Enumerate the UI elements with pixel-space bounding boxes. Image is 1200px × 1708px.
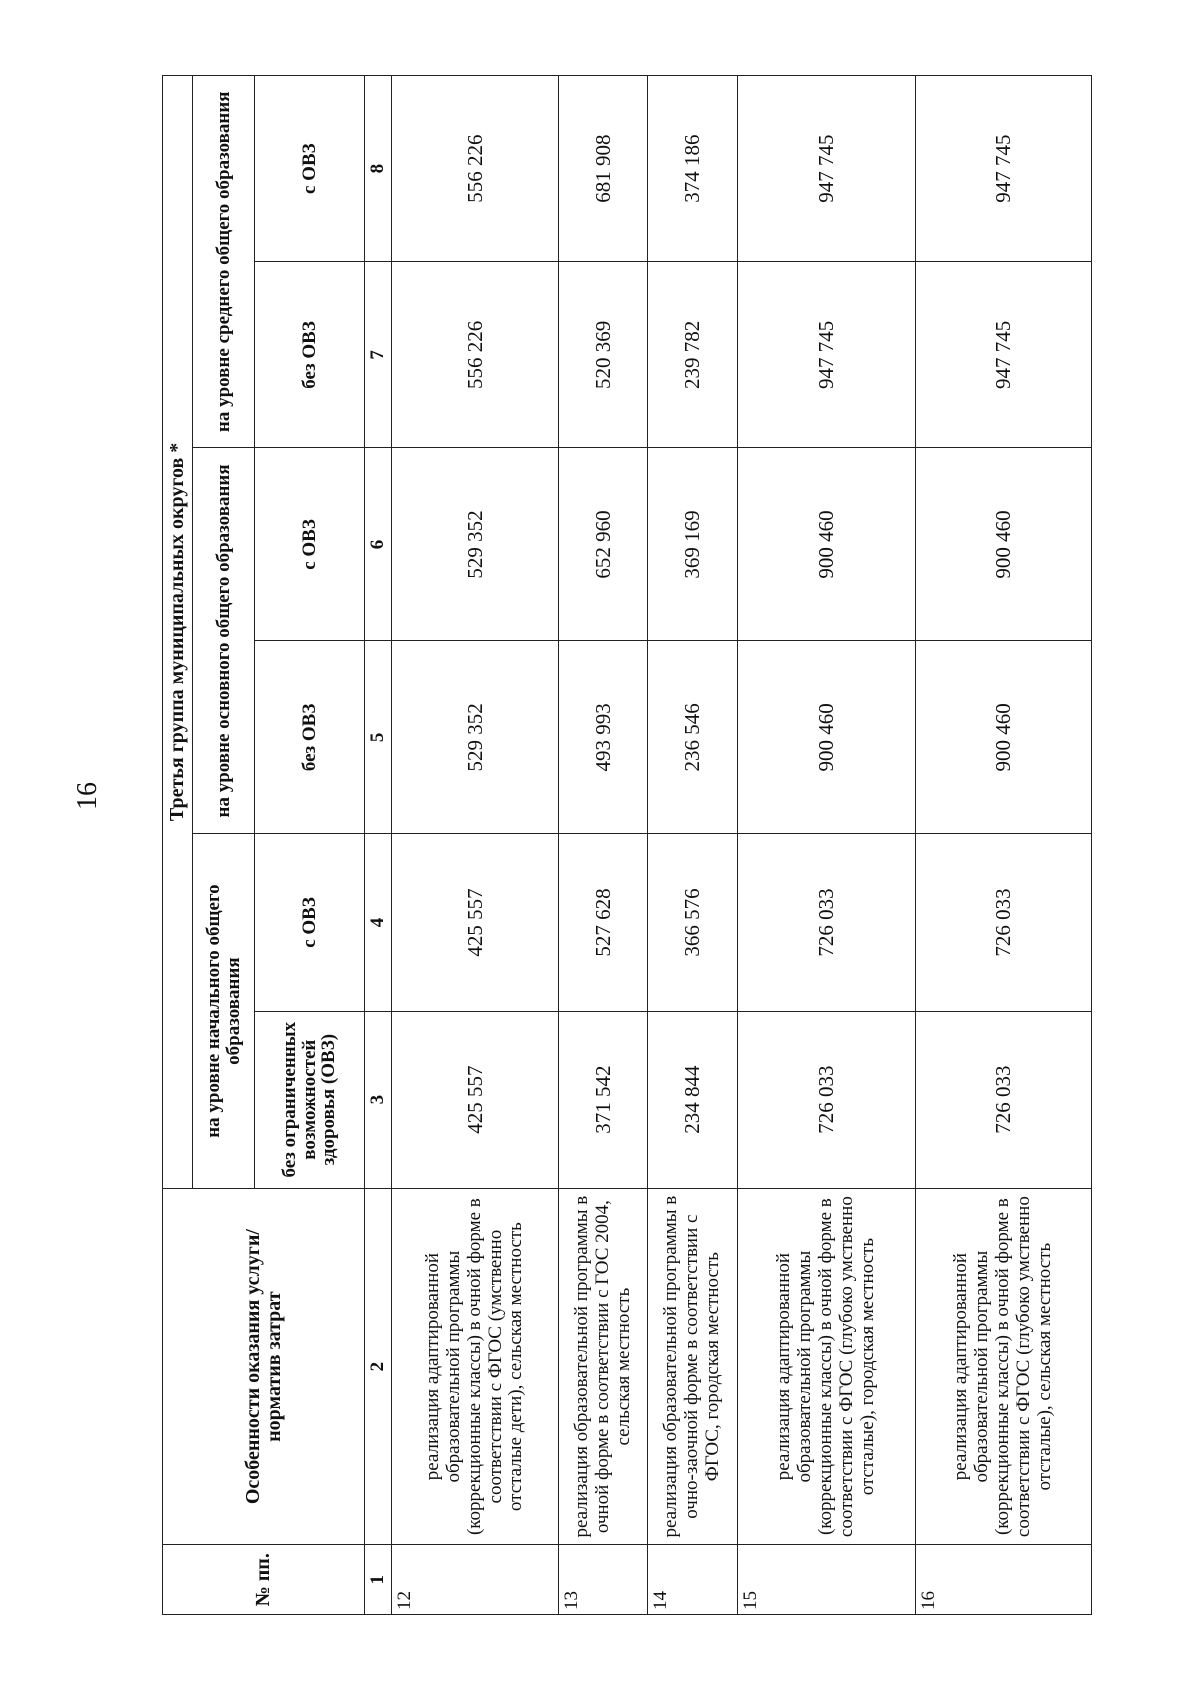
value-cell: 726 033 <box>915 1011 1091 1188</box>
value-cell: 947 745 <box>737 76 915 262</box>
header-sub-without-ovz: без ограниченных возможностей здоровья (ОВЗ) <box>255 1011 365 1188</box>
value-cell: 726 033 <box>737 834 915 1011</box>
header-level-basic: на уровне основного общего образования <box>193 448 255 834</box>
cost-norms-table <box>162 75 1092 1615</box>
column-index: 2 <box>365 1188 392 1545</box>
page-number: 16 <box>72 782 103 810</box>
row-number: 16 <box>915 1545 1091 1615</box>
value-cell: 947 745 <box>915 76 1091 262</box>
value-cell: 900 460 <box>737 448 915 641</box>
value-cell: 529 352 <box>392 448 559 641</box>
value-cell: 234 844 <box>648 1011 737 1188</box>
header-sub-with-ovz: с ОВЗ <box>255 448 365 641</box>
row-description: реализация образовательной программы в очно-заочной форме в соответствии с ФГОС, городская местность <box>648 1188 737 1545</box>
table-row <box>559 76 648 1615</box>
column-index: 3 <box>365 1011 392 1188</box>
value-cell: 900 460 <box>915 641 1091 834</box>
value-cell: 556 226 <box>392 262 559 448</box>
value-cell: 652 960 <box>559 448 648 641</box>
value-cell: 947 745 <box>737 262 915 448</box>
header-sub-without-ovz: без ОВЗ <box>255 262 365 448</box>
value-cell: 239 782 <box>648 262 737 448</box>
value-cell: 493 993 <box>559 641 648 834</box>
row-description: реализация адаптированной образовательной программы (коррекционные классы) в очной форме в соответствии с ФГОС (глубоко умственно отсталые), сельская местность <box>915 1188 1091 1545</box>
column-index: 5 <box>365 641 392 834</box>
header-sub-with-ovz: с ОВЗ <box>255 76 365 262</box>
table-row <box>915 76 1091 1615</box>
value-cell: 681 908 <box>559 76 648 262</box>
value-cell: 425 557 <box>392 1011 559 1188</box>
header-sub-with-ovz: с ОВЗ <box>255 834 365 1011</box>
table-row <box>648 76 737 1615</box>
rotated-table-wrapper <box>162 75 1092 1615</box>
value-cell: 236 546 <box>648 641 737 834</box>
header-num: № пп. <box>163 1545 365 1615</box>
row-description: реализация адаптированной образовательной программы (коррекционные классы) в очной форме в соответствии с ФГОС (глубоко умственно отсталые), городская местность <box>737 1188 915 1545</box>
header-level-primary: на уровне начального общего образования <box>193 834 255 1188</box>
row-description: реализация адаптированной образовательной программы (коррекционные классы) в очной форме в соответствии с ФГОС (умственно отсталые дети), сельская местность <box>392 1188 559 1545</box>
header-group: Третья группа муниципальных округов * <box>163 76 193 1189</box>
value-cell: 369 169 <box>648 448 737 641</box>
column-index: 6 <box>365 448 392 641</box>
column-index: 8 <box>365 76 392 262</box>
value-cell: 366 576 <box>648 834 737 1011</box>
value-cell: 425 557 <box>392 834 559 1011</box>
column-index: 4 <box>365 834 392 1011</box>
header-sub-without-ovz: без ОВЗ <box>255 641 365 834</box>
column-index: 7 <box>365 262 392 448</box>
value-cell: 947 745 <box>915 262 1091 448</box>
column-index: 1 <box>365 1545 392 1615</box>
row-number: 12 <box>392 1545 559 1615</box>
table-row <box>392 76 559 1615</box>
value-cell: 900 460 <box>915 448 1091 641</box>
header-desc: Особенности оказания услуги/норматив затрат <box>163 1188 365 1545</box>
row-number: 15 <box>737 1545 915 1615</box>
value-cell: 556 226 <box>392 76 559 262</box>
value-cell: 900 460 <box>737 641 915 834</box>
value-cell: 527 628 <box>559 834 648 1011</box>
value-cell: 371 542 <box>559 1011 648 1188</box>
value-cell: 520 369 <box>559 262 648 448</box>
value-cell: 529 352 <box>392 641 559 834</box>
row-number: 13 <box>559 1545 648 1615</box>
value-cell: 374 186 <box>648 76 737 262</box>
row-number: 14 <box>648 1545 737 1615</box>
row-description: реализация образовательной программы в очной форме в соответствии с ГОС 2004, сельская местность <box>559 1188 648 1545</box>
value-cell: 726 033 <box>737 1011 915 1188</box>
value-cell: 726 033 <box>915 834 1091 1011</box>
header-level-secondary: на уровне среднего общего образования <box>193 76 255 449</box>
table-row <box>737 76 915 1615</box>
